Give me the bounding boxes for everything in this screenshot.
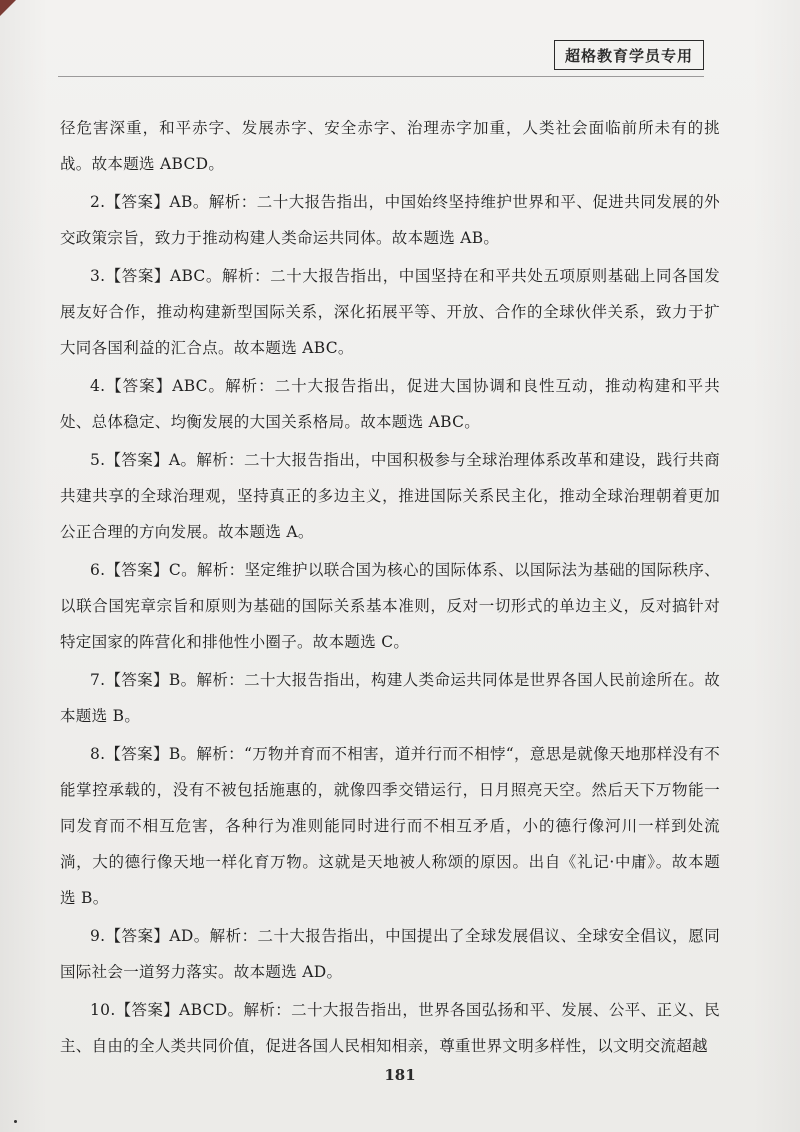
answer-paragraph-3: 3.【答案】ABC。解析：二十大报告指出，中国坚持在和平共处五项原则基础上同各国发展友好合作，推动构建新型国际关系，深化拓展平等、开放、合作的全球伙伴关系，致力于扩大同各国利益的汇合点。故本题选 ABC。: [60, 267, 720, 357]
answer-paragraph-10: 10.【答案】ABCD。解析：二十大报告指出，世界各国弘扬和平、发展、公平、正义、民主、自由的全人类共同价值，促进各国人民相知相亲，尊重世界文明多样性，以文明交流超越: [60, 1001, 720, 1055]
answer-explanations: [60, 110, 720, 1066]
answer-paragraph-7: 7.【答案】B。解析：二十大报告指出，构建人类命运共同体是世界各国人民前途所在。故本题选 B。: [60, 671, 720, 725]
header-label-box: 超格教育学员专用: [554, 40, 704, 70]
page-number: 181: [384, 1066, 416, 1084]
answer-paragraph-5: 5.【答案】A。解析：二十大报告指出，中国积极参与全球治理体系改革和建设，践行共商共建共享的全球治理观，坚持真正的多边主义，推进国际关系民主化，推动全球治理朝着更加公正合理的方向发展。故本题选 A。: [60, 451, 720, 541]
paragraph-continuation: 径危害深重，和平赤字、发展赤字、安全赤字、治理赤字加重，人类社会面临前所未有的挑战。故本题选 ABCD。: [60, 119, 720, 173]
answer-paragraph-8: 8.【答案】B。解析：“万物并育而不相害，道并行而不相悖“，意思是就像天地那样没有不能掌控承载的，没有不被包括施惠的，就像四季交错运行，日月照亮天空。然后天下万物能一同发育而不相互危害，各种行为准则能同时进行而不相互矛盾，小的德行像河川一样到处流淌，大的德行像天地一样化育万物。这就是天地被人称颂的原因。出自《礼记·中庸》。故本题选 B。: [60, 745, 720, 907]
answer-paragraph-4: 4.【答案】ABC。解析：二十大报告指出，促进大国协调和良性互动，推动构建和平共处、总体稳定、均衡发展的大国关系格局。故本题选 ABC。: [60, 377, 720, 431]
corner-binding-mark: [0, 0, 16, 16]
scan-speck: [14, 1120, 17, 1123]
answer-paragraph-6: 6.【答案】C。解析：坚定维护以联合国为核心的国际体系、以国际法为基础的国际秩序、以联合国宪章宗旨和原则为基础的国际关系基本准则，反对一切形式的单边主义，反对搞针对特定国家的阵营化和排他性小圈子。故本题选 C。: [60, 561, 720, 651]
answer-paragraph-2: 2.【答案】AB。解析：二十大报告指出，中国始终坚持维护世界和平、促进共同发展的外交政策宗旨，致力于推动构建人类命运共同体。故本题选 AB。: [60, 193, 720, 247]
answer-paragraph-9: 9.【答案】AD。解析：二十大报告指出，中国提出了全球发展倡议、全球安全倡议，愿同国际社会一道努力落实。故本题选 AD。: [60, 927, 720, 981]
header-divider: [58, 76, 704, 77]
